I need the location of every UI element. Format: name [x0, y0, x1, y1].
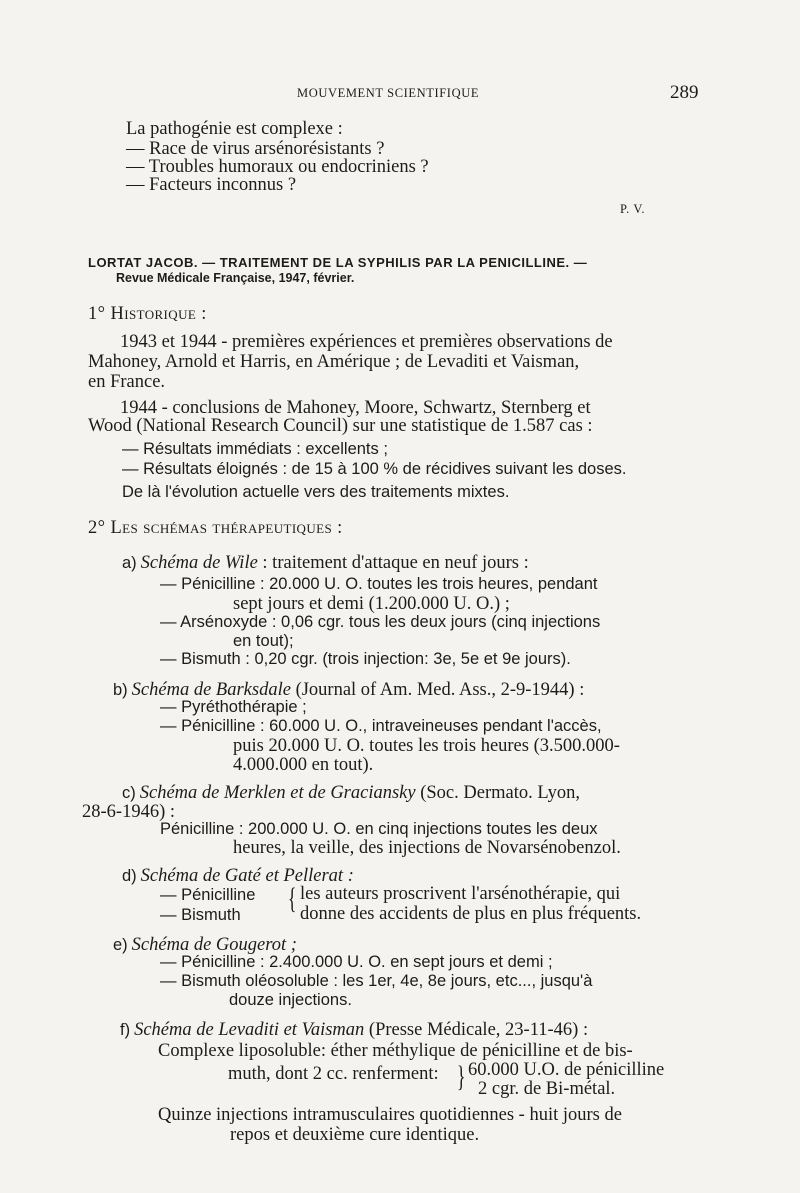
schema-line: 4.000.000 en tout).: [233, 755, 374, 775]
paragraph-line: — Résultats éloignés : de 15 à 100 % de récidives suivant les doses.: [122, 460, 627, 478]
running-header: MOUVEMENT SCIENTIFIQUE: [297, 86, 480, 100]
schema-title: Schéma de Barksdale: [131, 680, 291, 700]
schema-line: — Pénicilline: [160, 886, 256, 904]
schema-line: — Pyréthothérapie ;: [160, 698, 307, 716]
schema-line: heures, la veille, des injections de Novarsénobenzol.: [233, 838, 621, 858]
schema-line: puis 20.000 U. O. toutes les trois heures (3.500.000-: [233, 736, 620, 756]
paragraph-line: 1943 et 1944 - premières expériences et premières observations de: [120, 332, 613, 352]
schema-line: Complexe liposoluble: éther méthylique de pénicilline et de bis-: [158, 1041, 633, 1061]
schema-line: — Pénicilline : 2.400.000 U. O. en sept jours et demi ;: [160, 953, 553, 971]
section-heading: 2° Les schémas thérapeutiques :: [88, 518, 343, 538]
schema-line: Pénicilline : 200.000 U. O. en cinq injections toutes les deux: [160, 820, 598, 838]
schema-line: en tout);: [233, 632, 294, 650]
schema-line: — Bismuth: [160, 906, 241, 924]
schema-label: a): [122, 554, 137, 572]
section-heading: 1° Historique :: [88, 304, 207, 324]
schema-line: repos et deuxième cure identique.: [230, 1125, 480, 1145]
schema-line: 28-6-1946) :: [82, 802, 175, 822]
schema-line: les auteurs proscrivent l'arsénothérapie, qui: [300, 884, 621, 904]
schema-line: — Pénicilline : 60.000 U. O., intraveineuses pendant l'accès,: [160, 717, 602, 735]
schema-line: 2 cgr. de Bi-métal.: [478, 1079, 616, 1099]
page-number: 289: [670, 82, 699, 103]
schema-line: sept jours et demi (1.200.000 U. O.) ;: [233, 594, 510, 614]
schema-title: Schéma de Levaditi et Vaisman: [134, 1020, 365, 1040]
schema-title: Schéma de Gaté et Pellerat :: [140, 866, 354, 886]
schema-line: — Pénicilline : 20.000 U. O. toutes les trois heures, pendant: [160, 575, 598, 593]
schema-desc: : traitement d'attaque en neuf jours :: [257, 553, 529, 573]
schema-line: — Bismuth : 0,20 cgr. (trois injection: 3e, 5e et 9e jours).: [160, 650, 571, 668]
paragraph-line: Mahoney, Arnold et Harris, en Amérique ; de Levaditi et Vaisman,: [88, 352, 580, 372]
paragraph-line: 1944 - conclusions de Mahoney, Moore, Schwartz, Sternberg et: [120, 398, 591, 418]
schema-c-title-line: [122, 783, 580, 804]
schema-line: — Bismuth oléosoluble : les 1er, 4e, 8e jours, etc..., jusqu'à: [160, 972, 593, 990]
prev-text-line: — Troubles humoraux ou endocriniens ?: [126, 157, 429, 177]
schema-line: donne des accidents de plus en plus fréquents.: [300, 904, 642, 924]
schema-line: — Arsénoxyde : 0,06 cgr. tous les deux jours (cinq injections: [160, 613, 601, 631]
schema-line: douze injections.: [229, 991, 352, 1009]
schema-label: b): [113, 681, 128, 699]
prev-text-line: — Facteurs inconnus ?: [126, 175, 297, 195]
schema-label: e): [113, 936, 128, 954]
schema-label: d): [122, 867, 137, 885]
paragraph-line: De là l'évolution actuelle vers des traitements mixtes.: [122, 483, 510, 501]
brace: {: [287, 882, 297, 915]
paragraph-line: — Résultats immédiats : excellents ;: [122, 440, 388, 458]
schema-title: Schéma de Gougerot ;: [131, 935, 297, 955]
schema-label: c): [122, 784, 136, 802]
prev-text-line: La pathogénie est complexe :: [126, 119, 343, 139]
schema-line: Quinze injections intramusculaires quotidiennes - huit jours de: [158, 1105, 622, 1125]
prev-text-line: — Race de virus arsénorésistants ?: [126, 139, 385, 159]
paragraph-line: en France.: [88, 372, 166, 392]
brace: {: [456, 1060, 466, 1093]
schema-title: Schéma de Merklen et de Graciansky: [139, 783, 416, 803]
schema-a-title-line: [122, 553, 529, 574]
schema-desc: (Soc. Dermato. Lyon,: [415, 783, 581, 803]
schema-line: 60.000 U.O. de pénicilline: [468, 1060, 665, 1080]
article-source: Revue Médicale Française, 1947, février.: [116, 271, 355, 285]
paragraph-line: Wood (National Research Council) sur une statistique de 1.587 cas :: [88, 416, 593, 436]
signature: P. V.: [620, 202, 646, 216]
schema-f-title-line: [120, 1020, 588, 1041]
article-heading: LORTAT JACOB. — TRAITEMENT DE LA SYPHILIS PAR LA PENICILLINE. —: [88, 255, 588, 270]
schema-desc: (Journal of Am. Med. Ass., 2-9-1944) :: [290, 680, 585, 700]
schema-line: muth, dont 2 cc. renferment:: [228, 1064, 439, 1084]
schema-desc: (Presse Médicale, 23-11-46) :: [364, 1020, 589, 1040]
schema-title: Schéma de Wile: [140, 553, 258, 573]
schema-label: f): [120, 1021, 131, 1039]
